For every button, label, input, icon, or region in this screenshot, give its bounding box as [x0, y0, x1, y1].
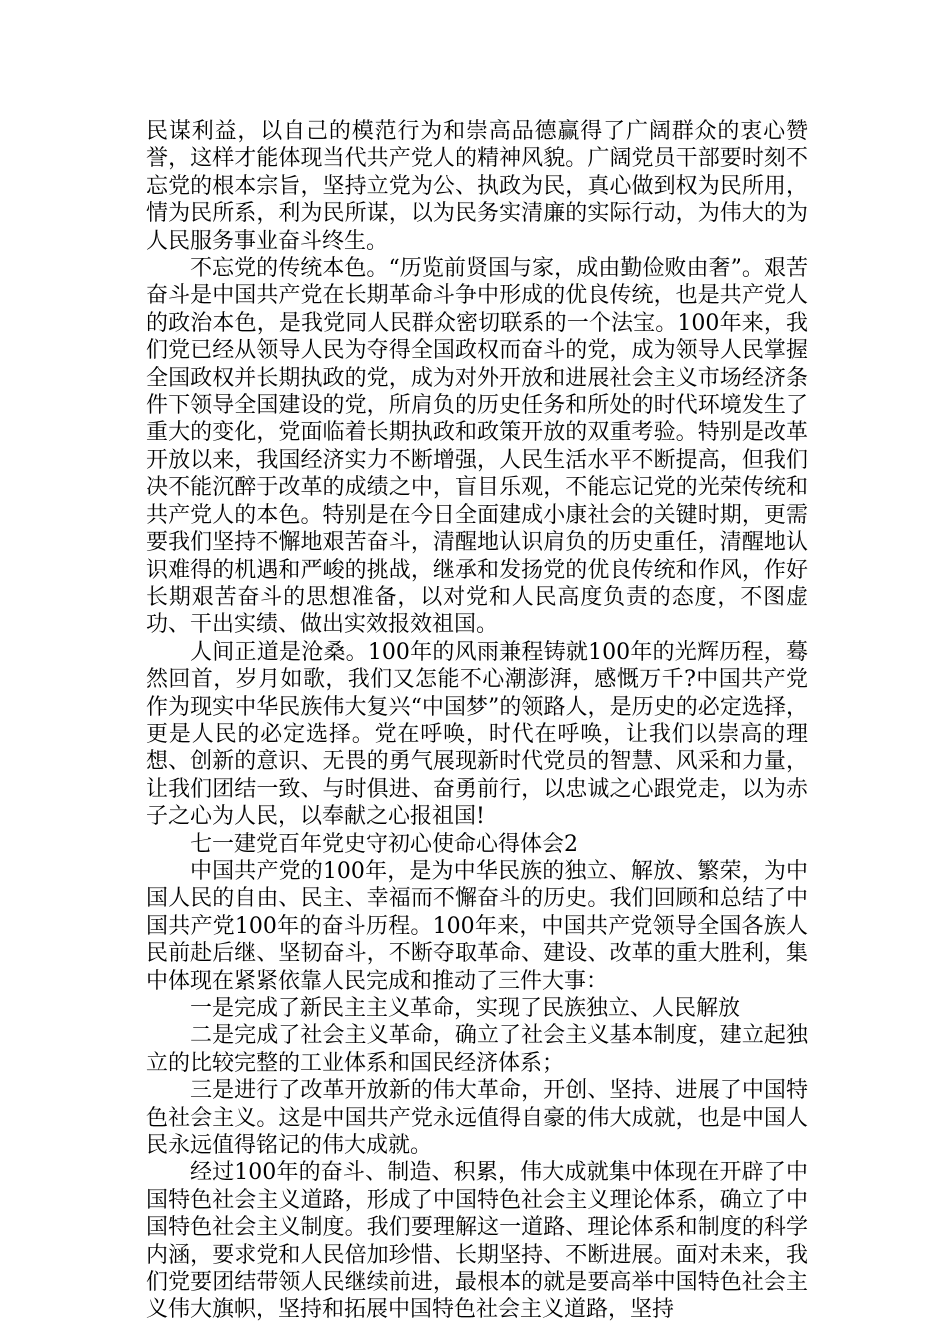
paragraph-continuation: 民谋利益，以自己的模范行为和崇高品德赢得了广阔群众的衷心赞誉，这样才能体现当代共产党人的精神风貌。广阔党员干部要时刻不忘党的根本宗旨，坚持立党为公、执政为民，真心做到权为民所用，情为民所系，利为民所谋，以为民务实清廉的实际行动，为伟大的为人民服务事业奋斗终生。: [146, 119, 808, 254]
paragraph-hundred-years: 中国共产党的100年，是为中华民族的独立、解放、繁荣，为中国人民的自由、民主、幸福而不懈奋斗的历史。我们回顾和总结了中国共产党100年的奋斗历程。100年来，中国共产党领导全国各族人民前赴后继、坚韧奋斗，不断夺取革命、建设、改革的重大胜利，集中体现在紧紧依靠人民完成和推动了三件大事：: [146, 858, 808, 994]
paragraph-third-achievement: 三是进行了改革开放新的伟大革命，开创、坚持、进展了中国特色社会主义。这是中国共产党永远值得自豪的伟大成就，也是中国人民永远值得铭记的伟大成就。: [146, 1078, 808, 1159]
paragraph-great-achievement: 经过100年的奋斗、制造、积累，伟大成就集中体现在开辟了中国特色社会主义道路，形成了中国特色社会主义理论体系，确立了中国特色社会主义制度。我们要理解这一道路、理论体系和制度的科学内涵，要求党和人民倍加珍惜、长期坚持、不断进展。面对未来，我们党要团结带领人民继续前进，最根本的就是要高举中国特色社会主义伟大旗帜，坚持和拓展中国特色社会主义道路，坚持: [146, 1160, 808, 1323]
paragraph-second-achievement: 二是完成了社会主义革命，确立了社会主义基本制度，建立起独立的比较完整的工业体系和国民经济体系；: [146, 1023, 808, 1076]
paragraph-traditional-character: 不忘党的传统本色。“历览前贤国与家，成由勤俭败由奢”。艰苦奋斗是中国共产党在长期革命斗争中形成的优良传统，也是共产党人的政治本色，是我党同人民群众密切联系的一个法宝。100年来，我们党已经从领导人民为夺得全国政权而奋斗的党，成为领导人民掌握全国政权并长期执政的党，成为对外开放和进展社会主义市场经济条件下领导全国建设的党，所肩负的历史任务和所处的时代环境发生了重大的变化，党面临着长期执政和政策开放的双重考验。特别是改革开放以来，我国经济实力不断增强，人民生活水平不断提高，但我们决不能沉醉于改革的成绩之中，盲目乐观，不能忘记党的光荣传统和共产党人的本色。特别是在今日全面建成小康社会的关键时期，更需要我们坚持不懈地艰苦奋斗，清醒地认识肩负的历史重任，清醒地认识难得的机遇和严峻的挑战，继承和发扬党的优良传统和作风，作好长期艰苦奋斗的思想准备，以对党和人民高度负责的态度，不图虚功、干出实绩、做出实效报效祖国。: [146, 256, 808, 638]
section-heading: 七一建党百年党史守初心使命心得体会2: [190, 831, 578, 857]
document-page: [146, 118, 808, 1324]
paragraph-righteous-path: 人间正道是沧桑。100年的风雨兼程铸就100年的光辉历程，蓦然回首，岁月如歌，我们又怎能不心潮澎湃，感慨万千?中国共产党作为现实中华民族伟大复兴“中国梦”的领路人，是历史的必定选择，更是人民的必定选择。党在呼唤，时代在呼唤，让我们以崇高的理想、创新的意识、无畏的勇气展现新时代党员的智慧、风采和力量，让我们团结一致、与时俱进、奋勇前行，以忠诚之心跟党走，以为赤子之心为人民，以奉献之心报祖国!: [146, 639, 808, 830]
paragraph-first-achievement: 一是完成了新民主主义革命，实现了民族独立、人民解放: [190, 996, 741, 1021]
